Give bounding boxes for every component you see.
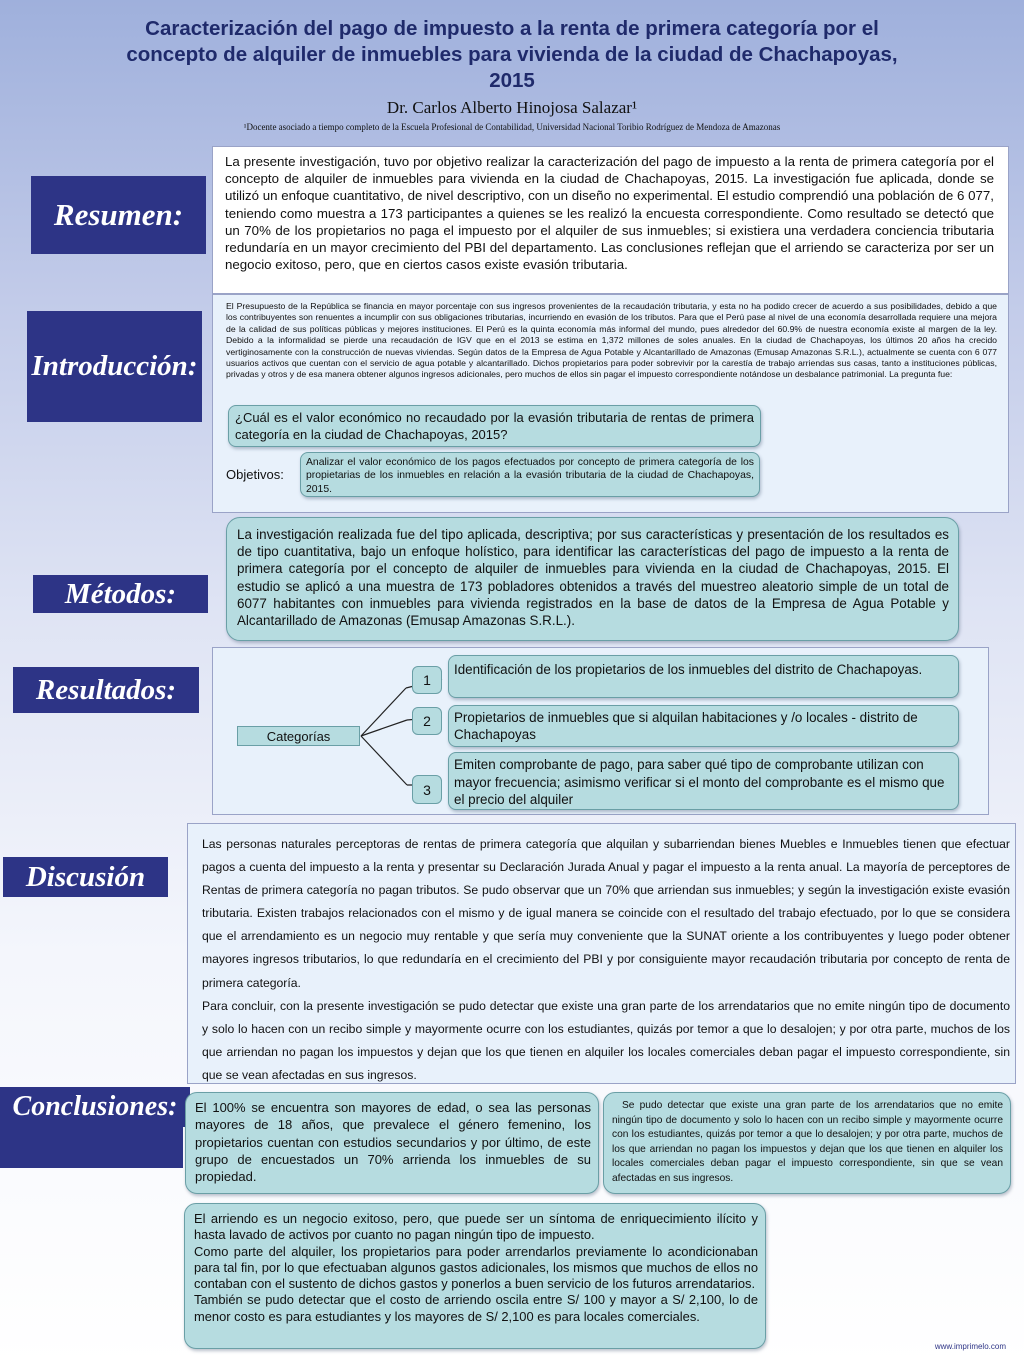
section-label-conclusiones-text: Conclusiones:	[12, 1091, 178, 1122]
conclusion-3a-text: El arriendo es un negocio exitoso, pero, que puede ser un síntoma de enriquecimiento ilícito y hasta lavado de activos por cuanto no pagan ningún tipo de impuesto.	[194, 1211, 758, 1243]
result-item-3	[448, 752, 959, 810]
section-label-resumen: Resumen:	[31, 176, 206, 254]
introduccion-panel	[212, 294, 1009, 513]
metodos-box	[226, 517, 959, 641]
result-item-2	[448, 705, 959, 747]
discusion-panel	[187, 823, 1016, 1084]
conclusion-box-1	[185, 1092, 599, 1194]
author-name: Dr. Carlos Alberto Hinojosa Salazar¹	[386, 98, 638, 117]
objetivo-box	[300, 452, 760, 497]
footer-website: www.imprimelo.com	[934, 1342, 1006, 1351]
result-item-1	[448, 655, 959, 698]
research-question-box	[228, 405, 761, 447]
conclusion-3b-text: Como parte del alquiler, los propietarios para poder arrendarlos previamente lo acondicionaban para tal fin, por lo que efectuaban algunos gastos adicionales, los mismos que muchos de ellos no contaban con el sustento de dichos gastos y ponerlos a buen servicio de los futuros arrendatarios.	[194, 1243, 758, 1292]
result-item-3-text: Emiten comprobante de pago, para saber qué tipo de comprobante utilizan con mayor frecuencia; asimismo verificar si el monto del comprobante es el mismo que el precio del alquiler	[454, 757, 945, 807]
title-line-3: 2015	[489, 69, 535, 92]
resultados-panel	[212, 647, 989, 815]
conclusion-2-text: Se pudo detectar que existe una gran parte de los arrendatarios que no emite ningún tipo de documento y solo lo hacen con un recibo simple y mayormente ocurre con los estudiantes, quizás por temor a que lo desalojen; y por otra parte, muchos de los que arriendan no pagan los impuestos y dejan que los que tienen en alquiler los locales comerciales deban pagar el impuesto correspondiente, sin que se vean afectadas en sus ingresos.	[612, 1100, 1003, 1184]
objetivos-label: Objetivos:	[226, 467, 284, 482]
conclusion-3c-text: También se pudo detectar que el costo de arriendo oscila entre S/ 100 y mayor a S/ 2,100, lo de menor costo es para estudiantes y los mayores de S/ 2,100 es para locales comerciales.	[194, 1292, 758, 1324]
conclusion-box-2	[603, 1092, 1011, 1194]
result-item-1-text: Identificación de los propietarios de los inmuebles del distrito de Chachapoyas.	[454, 662, 923, 677]
section-label-metodos: Métodos:	[33, 575, 208, 613]
author-affiliation: ¹Docente asociado a tiempo completo de la Escuela Profesional de Contabilidad, Universidad Nacional Toribio Rodríguez de Mendoza de Amazonas	[243, 122, 781, 132]
result-number-2: 2	[412, 707, 442, 735]
result-item-2-text: Propietarios de inmuebles que si alquilan habitaciones y /o locales - distrito de Chachapoyas	[454, 710, 918, 742]
title-line-1: Caracterización del pago de impuesto a la renta de primera categoría por el	[145, 17, 879, 40]
research-question: ¿Cuál es el valor económico no recaudado por la evasión tributaria de rentas de primera categoría en la ciudad de Chachapoyas, 2015?	[235, 410, 754, 442]
result-number-1: 1	[412, 666, 442, 694]
conclusion-1-text: El 100% se encuentra son mayores de edad, o sea las personas mayores de 18 años, que prevalece el género femenino, los propietarios cuentan con estudios secundarios y por último, de este grupo de encuestados un 70% arrienda los inmuebles de su propiedad.	[195, 1100, 591, 1185]
poster-title	[40, 16, 984, 94]
resumen-text: La presente investigación, tuvo por objetivo realizar la caracterización del pago de impuesto a la renta de primera categoría por el concepto de alquiler de inmuebles para vivienda en la ciudad de Chachapoyas, 2015. La investigación fue aplicada, donde se utilizó un enfoque cuantitativo, de nivel descriptivo, con un diseño no experimental. El estudio comprendió una población de 6 077, teniendo como muestra a 173 participantes a quienes se les realizó la encuesta correspondiente. Como resultado se detectó que un 70% de los propietarios no paga el impuesto por el alquiler de sus inmuebles; si existiera una verdadera conciencia tributaria redundaría en un mayor crecimiento del PBI del departamento. Las conclusiones reflejan que el arriendo se caracteriza por ser un negocio exitoso, pero, que en ciertos casos existe evasión tributaria.	[225, 154, 994, 273]
discusion-paragraph-1: Las personas naturales perceptoras de rentas de primera categoría que alquilan y subarriendan bienes Muebles e Inmuebles tienen que efectuar pagos a cuenta del impuesto a la renta y presentar su Declaración Jurada Anual y pagar el impuesto a la renta anual. La mayoría de perceptores de Rentas de primera categoría no pagan tributos. Se pudo observar que un 70% que arriendan sus inmuebles; y según la investigación existe evasión tributaria. Existen trabajos relacionados con el mismo y de igual manera se coincide con el resultado del trabajo efectuado, por lo que se considera que el arrendamiento es un negocio muy rentable y que sería muy conveniente que la SUNAT oriente a los contribuyentes y luego poder obtener mayores ingresos tributarios, lo que redundaría en el crecimiento del PBI y por consiguiente mayor recaudación tributaria por concepto de renta de primera categoría.	[202, 837, 1010, 990]
result-number-3: 3	[412, 775, 442, 804]
resumen-panel	[212, 146, 1009, 294]
introduccion-text: El Presupuesto de la República se financia en mayor porcentaje con sus ingresos provenientes de la recaudación tributaria, y esta no ha podido crecer de acuerdo a sus posibilidades, debido a que los contribuyentes son renuentes a incumplir con sus obligaciones tributarias, incurriendo en evasión de los tributos. Para que el Perú pase al nivel de una economía desarrollada requiere una mejora de la calidad de sus políticas públicas y mejores instituciones. El Perú es la quinta economía más informal del mundo, pues alrededor del 60.9% de nuestra economía existe al margen de la ley. Debido a la informalidad se pierde una recaudación de IGV que en el 2013 se estima en 1,372 millones de soles anuales. En la ciudad de Chachapoyas, los últimos 20 años ha crecido vertiginosamente con la construcción de nuevas viviendas. Según datos de la Empresa de Agua Potable y Alcantarillado de Amazonas (Emusap Amazonas S.R.L.), actualmente se cuenta con 6 077 usuarios activos que cuentan con el servicio de agua potable y alcantarillado. Dichos propietarios para poder sobrevivir por la carestía de trabajo arriendas sus casas, tanto a instituciones públicas, privadas y otros y de esa manera obtener algunos ingresos adicionales, pero muchos de ellos sin pagar el impuesto correspondiente notándose un desbalance patrimonial. La pregunta fue:	[226, 301, 997, 380]
section-label-resultados: Resultados:	[13, 667, 199, 713]
objetivo-text: Analizar el valor económico de los pagos efectuados por concepto de primera categoría de los propietarias de los inmuebles en relación a la evasión tributaria de la ciudad de Chachapoyas, 2015.	[306, 457, 754, 495]
categories-root: Categorías	[237, 726, 360, 746]
section-label-introduccion: Introducción:	[27, 311, 202, 422]
discusion-paragraph-2: Para concluir, con la presente investigación se pudo detectar que existe una gran parte de los arrendatarios que no emite ningún tipo de documento y solo lo hacen con un recibo simple y mayormente ocurre con los estudiantes, quizás por temor a que lo desalojen; y por otra parte, muchos de los que arriendan no pagan los impuestos y dejan que los que tienen en alquiler los locales comerciales deban pagar el impuesto correspondiente, sin que se vean afectadas en sus ingresos.	[202, 998, 1010, 1082]
section-label-conclusiones	[0, 1087, 190, 1127]
title-line-2: concepto de alquiler de inmuebles para vivienda de la ciudad de Chachapoyas,	[126, 43, 898, 66]
section-label-discusion: Discusión	[3, 857, 168, 897]
metodos-text: La investigación realizada fue del tipo aplicada, descriptiva; por sus características y presentación de los resultados es de tipo cuantitativa, bajo un enfoque holístico, para identificar las características del pago de impuesto a la renta de primera categoría por el concepto de alquiler de inmuebles para vivienda en la ciudad de Chachapoyas, 2015. El estudio se aplicó a una muestra de 173 pobladores obtenidos a través del muestreo aleatorio simple de un total de 6077 habitantes con inmuebles para vivienda registrados en la base de datos de la Empresa de Agua Potable y Alcantarillado de Amazonas (Emusap Amazonas S.R.L.).	[237, 527, 949, 629]
conclusion-box-3	[184, 1203, 766, 1349]
